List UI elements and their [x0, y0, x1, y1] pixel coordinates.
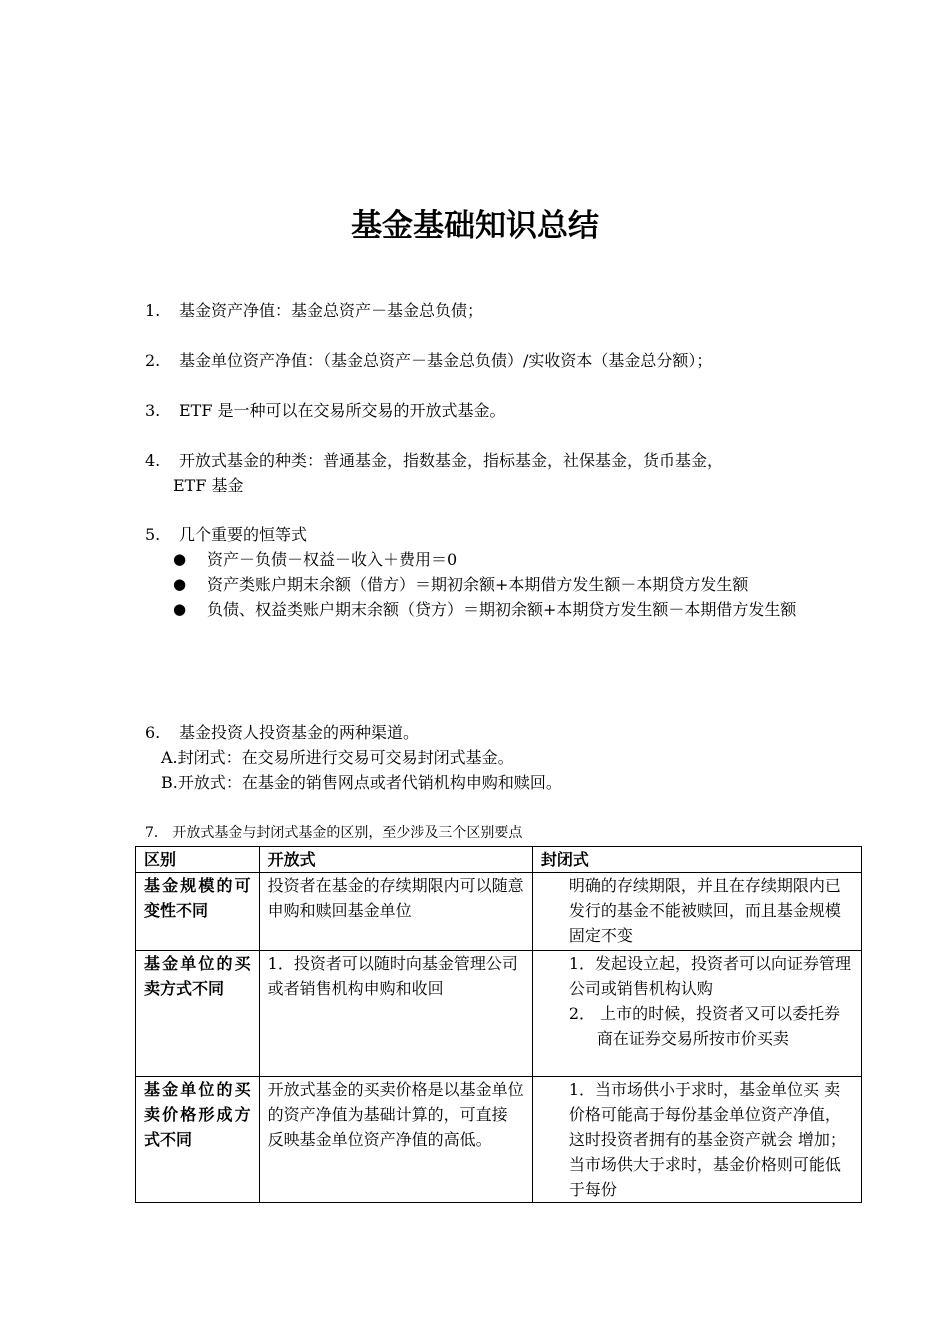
header-closed: 封闭式 — [532, 847, 861, 873]
closed-cell — [532, 951, 861, 1077]
identity-item: ● 负债、权益类账户期末余额（贷方）＝期初余额+本期贷方发生额－本期借方发生额 — [145, 597, 807, 622]
row-label: 基金规模的可变性不同 — [136, 873, 260, 951]
identity-list — [145, 547, 825, 622]
open-cell: 投资者在基金的存续期限内可以随意申购和赎回基金单位 — [259, 873, 532, 951]
item-number: 3. — [145, 401, 161, 420]
item-5 — [145, 522, 825, 622]
table-row — [136, 951, 862, 1077]
table-caption: 7． 开放式基金与封闭式基金的区别，至少涉及三个区别要点 — [145, 825, 523, 841]
closed-text: 2． 上市的时候，投资者又可以委托券商在证券交易所按市价买卖 — [568, 1004, 841, 1048]
item-number: 5. — [145, 525, 161, 544]
open-cell: 开放式基金的买卖价格是以基金单位的资产净值为基础计算的，可直接 反映基金单位资产净值的高低。 — [259, 1077, 532, 1203]
row-label: 基金单位的买卖方式不同 — [136, 951, 260, 1077]
table-header-row — [136, 847, 862, 873]
item-continuation: ETF 基金 — [173, 476, 244, 495]
closed-text: 明确的存续期限，并且在存续期限内已发行的基金不能被赎回，而且基金规模固定不变 — [568, 876, 841, 945]
document-title: 基金基础知识总结 — [351, 208, 599, 244]
identity-item: ● 资产－负债－权益－收入＋费用＝0 — [145, 547, 807, 572]
closed-text: 1．发起设立起，投资者可以向证券管理公司或销售机构认购 — [568, 954, 851, 998]
open-cell: 1．投资者可以随时向基金管理公司或者销售机构申购和收回 — [259, 951, 532, 1077]
header-open: 开放式 — [259, 847, 532, 873]
item-text: 基金投资人投资基金的两种渠道。 — [179, 723, 420, 742]
table-row — [136, 873, 862, 951]
item-text: 基金资产净值：基金总资产－基金总负债； — [179, 301, 484, 320]
item-text: 几个重要的恒等式 — [179, 525, 308, 544]
comparison-table — [135, 846, 862, 1203]
item-4 — [145, 448, 825, 498]
item-1 — [145, 298, 825, 323]
identity-item: ● 资产类账户期末余额（借方）＝期初余额+本期借方发生额－本期贷方发生额 — [145, 572, 807, 597]
closed-text: 1．当市场供小于求时，基金单位买 卖价格可能高于每份基金单位资产净值，这时投资者拥有的基金资产就会 增加；当市场供大于求时，基金价格则可能低于每份 — [568, 1080, 846, 1199]
closed-cell — [532, 1077, 861, 1203]
header-difference: 区别 — [136, 847, 260, 873]
item-2 — [145, 348, 825, 373]
item-text: ETF 是一种可以在交易所交易的开放式基金。 — [179, 401, 506, 420]
item-number: 2. — [145, 351, 161, 370]
item-3 — [145, 398, 825, 423]
channel-closed: A.封闭式：在交易所进行交易可交易封闭式基金。 — [161, 748, 514, 767]
item-number: 6. — [145, 723, 161, 742]
item-text: 基金单位资产净值：（基金总资产－基金总负债）/实收资本（基金总分额）； — [179, 351, 713, 370]
closed-cell — [532, 873, 861, 951]
item-text: 开放式基金的种类：普通基金，指数基金，指标基金，社保基金，货币基金， — [179, 451, 724, 470]
item-number: 1. — [145, 301, 161, 320]
row-label: 基金单位的买卖价格形成方式不同 — [136, 1077, 260, 1203]
item-6 — [145, 720, 825, 795]
item-number: 4. — [145, 451, 161, 470]
table-row — [136, 1077, 862, 1203]
channel-open: B.开放式：在基金的销售网点或者代销机构申购和赎回。 — [161, 773, 562, 792]
